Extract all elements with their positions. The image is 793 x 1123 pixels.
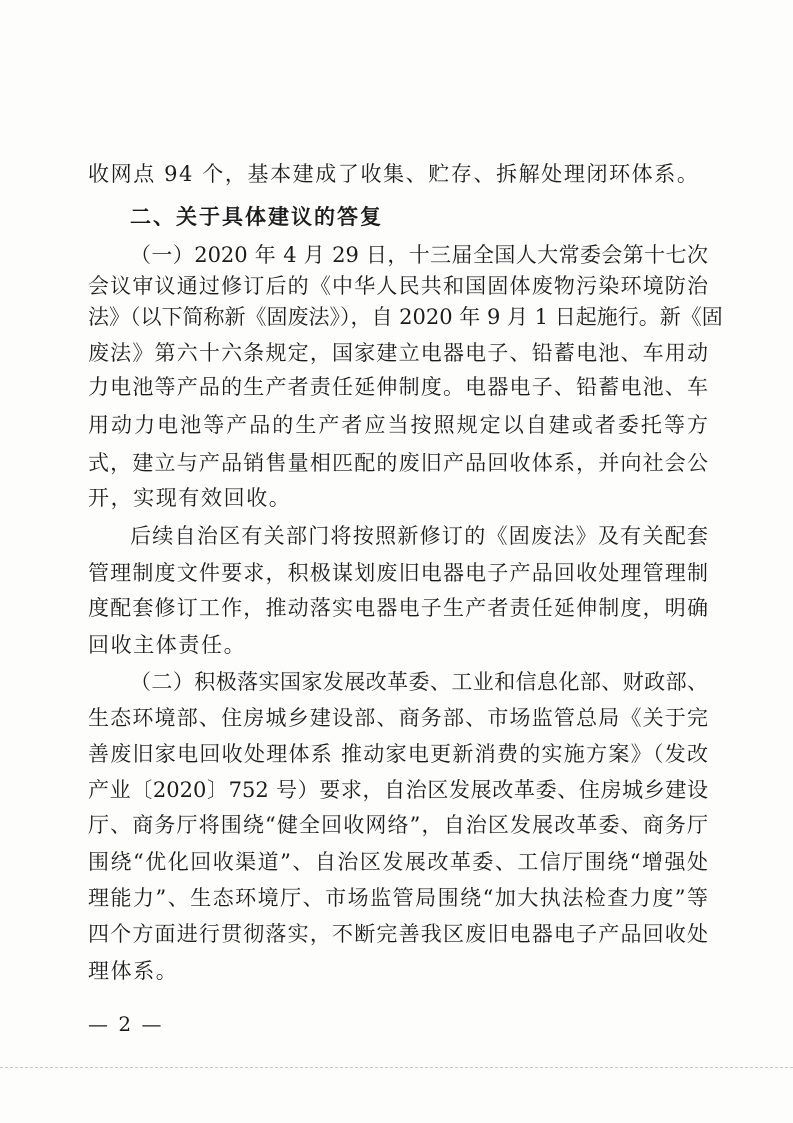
- paragraph-line: 善废旧家电回收处理体系 推动家电更新消费的实施方案》（发改: [88, 742, 708, 766]
- paragraph-line: 产业〔2020〕752 号）要求，自治区发展改革委、住房城乡建设: [88, 778, 708, 802]
- paragraph-line: 式，建立与产品销售量相匹配的废旧产品回收体系，并向社会公: [88, 451, 708, 475]
- paragraph-line: 厅、商务厅将围绕“健全回收网络”，自治区发展改革委、商务厅: [88, 813, 708, 837]
- page-number: — 2 —: [88, 1012, 164, 1036]
- paragraph-line: 会议审议通过修订后的《中华人民共和国固体废物污染环境防治: [88, 274, 708, 298]
- paragraph-line: 理体系。: [88, 959, 179, 983]
- paragraph-line: 用动力电池等产品的生产者应当按照规定以自建或者委托等方: [88, 413, 708, 437]
- paragraph-line: 后续自治区有关部门将按照新修订的《固废法》及有关配套: [130, 524, 708, 548]
- paragraph-line: 力电池等产品的生产者责任延伸制度。电器电子、铅蓄电池、车: [88, 375, 708, 399]
- paragraph-line: （一）2020 年 4 月 29 日，十三届全国人大常委会第十七次: [130, 243, 708, 267]
- section-heading: 二、关于具体建议的答复: [130, 205, 383, 229]
- paragraph-line: 废法》第六十六条规定，国家建立电器电子、铅蓄电池、车用动: [88, 341, 708, 365]
- paragraph-line: 理能力”、生态环境厅、市场监管局围绕“加大执法检查力度”等: [88, 886, 708, 910]
- paragraph-line: 管理制度文件要求，积极谋划废旧电器电子产品回收处理管理制: [88, 561, 708, 585]
- paragraph-line: （二）积极落实国家发展改革委、工业和信息化部、财政部、: [130, 670, 708, 694]
- paragraph-line: 开，实现有效回收。: [88, 486, 292, 510]
- paragraph-line: 生态环境部、住房城乡建设部、商务部、市场监管总局《关于完: [88, 706, 708, 730]
- paragraph-line: 回收主体责任。: [88, 633, 247, 657]
- scan-edge-divider: [0, 1067, 793, 1068]
- paragraph-line: 四个方面进行贯彻落实，不断完善我区废旧电器电子产品回收处: [88, 922, 708, 946]
- paragraph-line: 收网点 94 个，基本建成了收集、贮存、拆解处理闭环体系。: [88, 162, 700, 186]
- paragraph-line: 法》（以下简称新《固废法》），自 2020 年 9 月 1 日起施行。新《固: [88, 305, 723, 329]
- paragraph-line: 度配套修订工作，推动落实电器电子生产者责任延伸制度，明确: [88, 596, 708, 620]
- paragraph-line: 围绕“优化回收渠道”、自治区发展改革委、工信厅围绕“增强处: [88, 850, 708, 874]
